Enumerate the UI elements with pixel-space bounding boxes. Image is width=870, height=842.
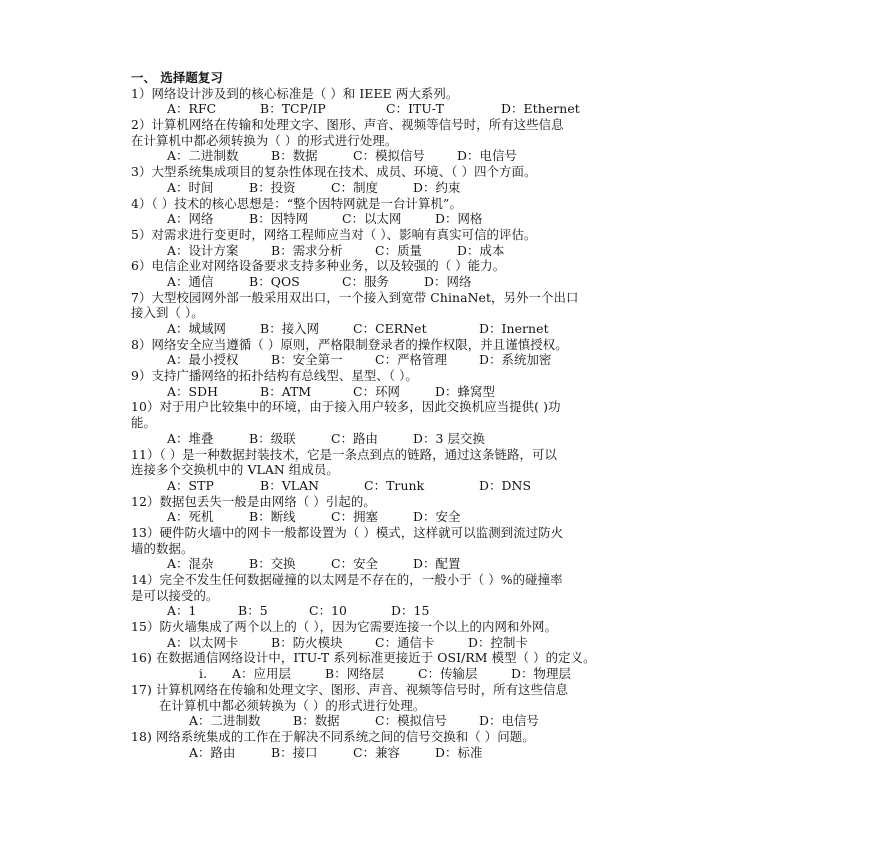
answer-options-row: [131, 603, 751, 619]
question-text-line: [131, 588, 751, 604]
answer-options-row: [131, 384, 751, 400]
answer-option: C：兼容: [353, 744, 401, 760]
answer-option: A：以太网卡: [167, 634, 239, 650]
question-text: 2）计算机网络在传输和处理文字、图形、声音、视频等信号时，所有这些信息: [131, 117, 564, 133]
answer-option: A：最小授权: [167, 352, 239, 368]
question-text: 11）（ ）是一种数据封装技术，它是一条点到点的链路，通过这条链路，可以: [131, 446, 557, 462]
answer-option: A：STP: [167, 477, 214, 493]
question-text: 9）支持广播网络的拓扑结构有总线型、星型、（ ）。: [131, 368, 418, 384]
question-text-line: [131, 729, 751, 745]
question-text-line: [131, 305, 751, 321]
answer-option: C：CERNet: [353, 321, 427, 336]
question-text-line: [131, 447, 751, 463]
question-text-line: [131, 290, 751, 306]
answer-option: B：需求分析: [271, 242, 343, 258]
answer-options-row: [131, 243, 751, 259]
question-text-line: [131, 572, 751, 588]
question-text-line: [131, 494, 751, 510]
question-text-line: [131, 227, 751, 243]
question-text-line: [131, 164, 751, 180]
question-text-line: [131, 650, 751, 666]
answer-options-row: [131, 431, 751, 447]
answer-option: B：因特网: [249, 211, 309, 227]
answer-option: D：标准: [435, 744, 483, 760]
answer-option: B：数据: [271, 148, 318, 164]
answer-option: D：网络: [424, 273, 472, 289]
section-heading: 一、 选择题复习: [131, 70, 223, 85]
question-text: 6）电信企业对网络设备要求支持多种业务，以及较强的（ ）能力。: [131, 258, 506, 274]
answer-option: C：模拟信号: [353, 148, 426, 164]
answer-option: A：堆叠: [167, 430, 214, 446]
answer-options-row: [131, 666, 751, 682]
answer-option: B：接口: [271, 744, 318, 760]
question-text: 8）网络安全应当遵循（ ）原则，严格限制登录者的操作权限，并且谨慎授权。: [131, 336, 568, 352]
answer-option: B：数据: [293, 713, 340, 729]
answer-option: A：通信: [167, 273, 214, 289]
answer-option: A：混杂: [167, 556, 214, 572]
answer-option: D：3 层交换: [413, 430, 486, 446]
answer-option: B：级联: [249, 430, 296, 446]
answer-option: D：控制卡: [468, 634, 528, 650]
answer-option: C：环网: [353, 383, 401, 399]
question-text: 接入到（ ）。: [131, 305, 204, 321]
question-text-line: [131, 337, 751, 353]
answer-options-row: [131, 713, 751, 729]
answer-option: D：蜂窝型: [435, 383, 495, 399]
question-text-line: [131, 133, 751, 149]
answer-option: C：服务: [342, 273, 390, 289]
answer-option: B：防火模块: [271, 634, 343, 650]
answer-option: B：5: [238, 603, 268, 619]
answer-option: A：时间: [167, 179, 214, 195]
question-text-line: [131, 698, 751, 714]
question-text: 15）防火墙集成了两个以上的（ ），因为它需要连接一个以上的内网和外网。: [131, 619, 557, 635]
answer-option: B：VLAN: [260, 477, 320, 493]
answer-option: A：应用层: [232, 666, 292, 682]
question-text: 18) 网络系统集成的工作在于解决不同系统之间的信号交换和（ ）问题。: [131, 728, 535, 744]
answer-option: A：设计方案: [167, 242, 239, 258]
answer-option: A：RFC: [167, 101, 217, 117]
question-text-line: [131, 117, 751, 133]
answer-option: A：二进制数: [189, 713, 261, 729]
answer-option: D：网格: [435, 211, 483, 227]
answer-option: D：Ethernet: [501, 101, 580, 117]
question-text-line: [131, 525, 751, 541]
answer-option: D：DNS: [479, 477, 532, 493]
question-text: 4）（ ）技术的核心思想是：“整个因特网就是一台计算机”。: [131, 195, 462, 211]
answer-option: C：ITU-T: [386, 101, 444, 117]
answer-option: D：Inernet: [479, 321, 549, 336]
question-text: 16) 在数据通信网络设计中，ITU-T 系列标准更接近于 OSI/RM 模型（ ）的定义。: [131, 650, 596, 666]
question-text: 1）网络设计涉及到的核心标准是（ ）和 IEEE 两大系列。: [131, 85, 459, 101]
answer-option: B：TCP/IP: [260, 101, 326, 117]
answer-option: D：电信号: [479, 713, 539, 729]
answer-option: C：制度: [331, 179, 379, 195]
question-text: 3）大型系统集成项目的复杂性体现在技术、成员、环境、（ ）四个方面。: [131, 164, 537, 180]
answer-option: D：约束: [413, 179, 461, 195]
answer-options-row: [131, 148, 751, 164]
answer-options-row: [131, 180, 751, 196]
question-text-line: [131, 415, 751, 431]
answer-option: C：模拟信号: [375, 713, 448, 729]
question-text-line: [131, 462, 751, 478]
question-text-line: [131, 541, 751, 557]
answer-option: A：路由: [189, 744, 236, 760]
answer-option: D：物理层: [511, 666, 571, 682]
answer-option: C：Trunk: [364, 477, 425, 493]
answer-option: D：成本: [457, 242, 505, 258]
answer-options-row: [131, 321, 751, 337]
question-text: 10）对于用户比较集中的环境，由于接入用户较多，因此交换机应当提供( )功: [131, 399, 561, 415]
question-text-line: [131, 399, 751, 415]
answer-option: D：系统加密: [479, 352, 552, 368]
answer-option: C：以太网: [342, 211, 402, 227]
question-text: 在计算机中都必须转换为（ ）的形式进行处理。: [159, 697, 426, 713]
answer-option: B：网络层: [325, 666, 385, 682]
answer-option: C：路由: [331, 430, 379, 446]
answer-option: D：安全: [413, 509, 461, 525]
answer-option: C：传输层: [418, 666, 478, 682]
question-text-line: [131, 619, 751, 635]
answer-options-row: [131, 745, 751, 761]
answer-option: A：城域网: [167, 321, 227, 336]
question-text: 12）数据包丢失一般是由网络（ ）引起的。: [131, 493, 376, 509]
answer-options-row: [131, 274, 751, 290]
answer-option: C：10: [309, 603, 348, 619]
answer-option: D：配置: [413, 556, 461, 572]
answer-options-row: [131, 478, 751, 494]
answer-option: C：严格管理: [375, 352, 448, 368]
answer-option: A：二进制数: [167, 148, 239, 164]
answer-option: B：交换: [249, 556, 296, 572]
answer-option: C：拥塞: [331, 509, 379, 525]
answer-options-row: [131, 211, 751, 227]
document-page: [131, 70, 751, 760]
answer-option: A：1: [167, 603, 197, 619]
answer-option: A：死机: [167, 509, 214, 525]
question-text: 墙的数据。: [131, 540, 194, 556]
question-text: 连接多个交换机中的 VLAN 组成员。: [131, 462, 339, 478]
question-text-line: [131, 258, 751, 274]
answer-options-row: [131, 352, 751, 368]
answer-option: C：通信卡: [375, 634, 435, 650]
list-marker: i.: [199, 666, 208, 682]
question-text: 5）对需求进行变更时，网络工程师应当对（ ）、影响有真实可信的评估。: [131, 226, 537, 242]
answer-option: A：网络: [167, 211, 214, 227]
answer-option: B：ATM: [260, 383, 312, 399]
answer-option: C：质量: [375, 242, 423, 258]
question-text-line: [131, 196, 751, 212]
question-text: 7）大型校园网外部一般采用双出口，一个接入到宽带 ChinaNet，另外一个出口: [131, 289, 579, 305]
question-text: 是可以接受的。: [131, 587, 219, 603]
question-text: 17) 计算机网络在传输和处理文字、图形、声音、视频等信号时，所有这些信息: [131, 681, 569, 697]
answer-option: A：SDH: [167, 383, 219, 399]
answer-options-row: [131, 509, 751, 525]
answer-option: D：电信号: [457, 148, 517, 164]
answer-option: B：安全第一: [271, 352, 343, 368]
question-text: 在计算机中都必须转换为（ ）的形式进行处理。: [131, 132, 398, 148]
question-list: [131, 86, 751, 761]
question-text: 13）硬件防火墙中的网卡一般都设置为（ ）模式，这样就可以监测到流过防火: [131, 524, 564, 540]
answer-options-row: [131, 556, 751, 572]
question-text-line: [131, 368, 751, 384]
answer-option: B：接入网: [260, 321, 320, 336]
answer-option: D：15: [391, 603, 430, 619]
question-text: 14）完全不发生任何数据碰撞的以太网是不存在的，一般小于（ ）%的碰撞率: [131, 572, 563, 587]
answer-option: B：投资: [249, 179, 296, 195]
question-text: 能。: [131, 415, 156, 431]
answer-option: B：断线: [249, 509, 296, 525]
answer-options-row: [131, 101, 751, 117]
question-text-line: [131, 86, 751, 102]
answer-options-row: [131, 635, 751, 651]
answer-option: C：安全: [331, 556, 379, 572]
question-text-line: [131, 682, 751, 698]
answer-option: B：QOS: [249, 273, 300, 289]
